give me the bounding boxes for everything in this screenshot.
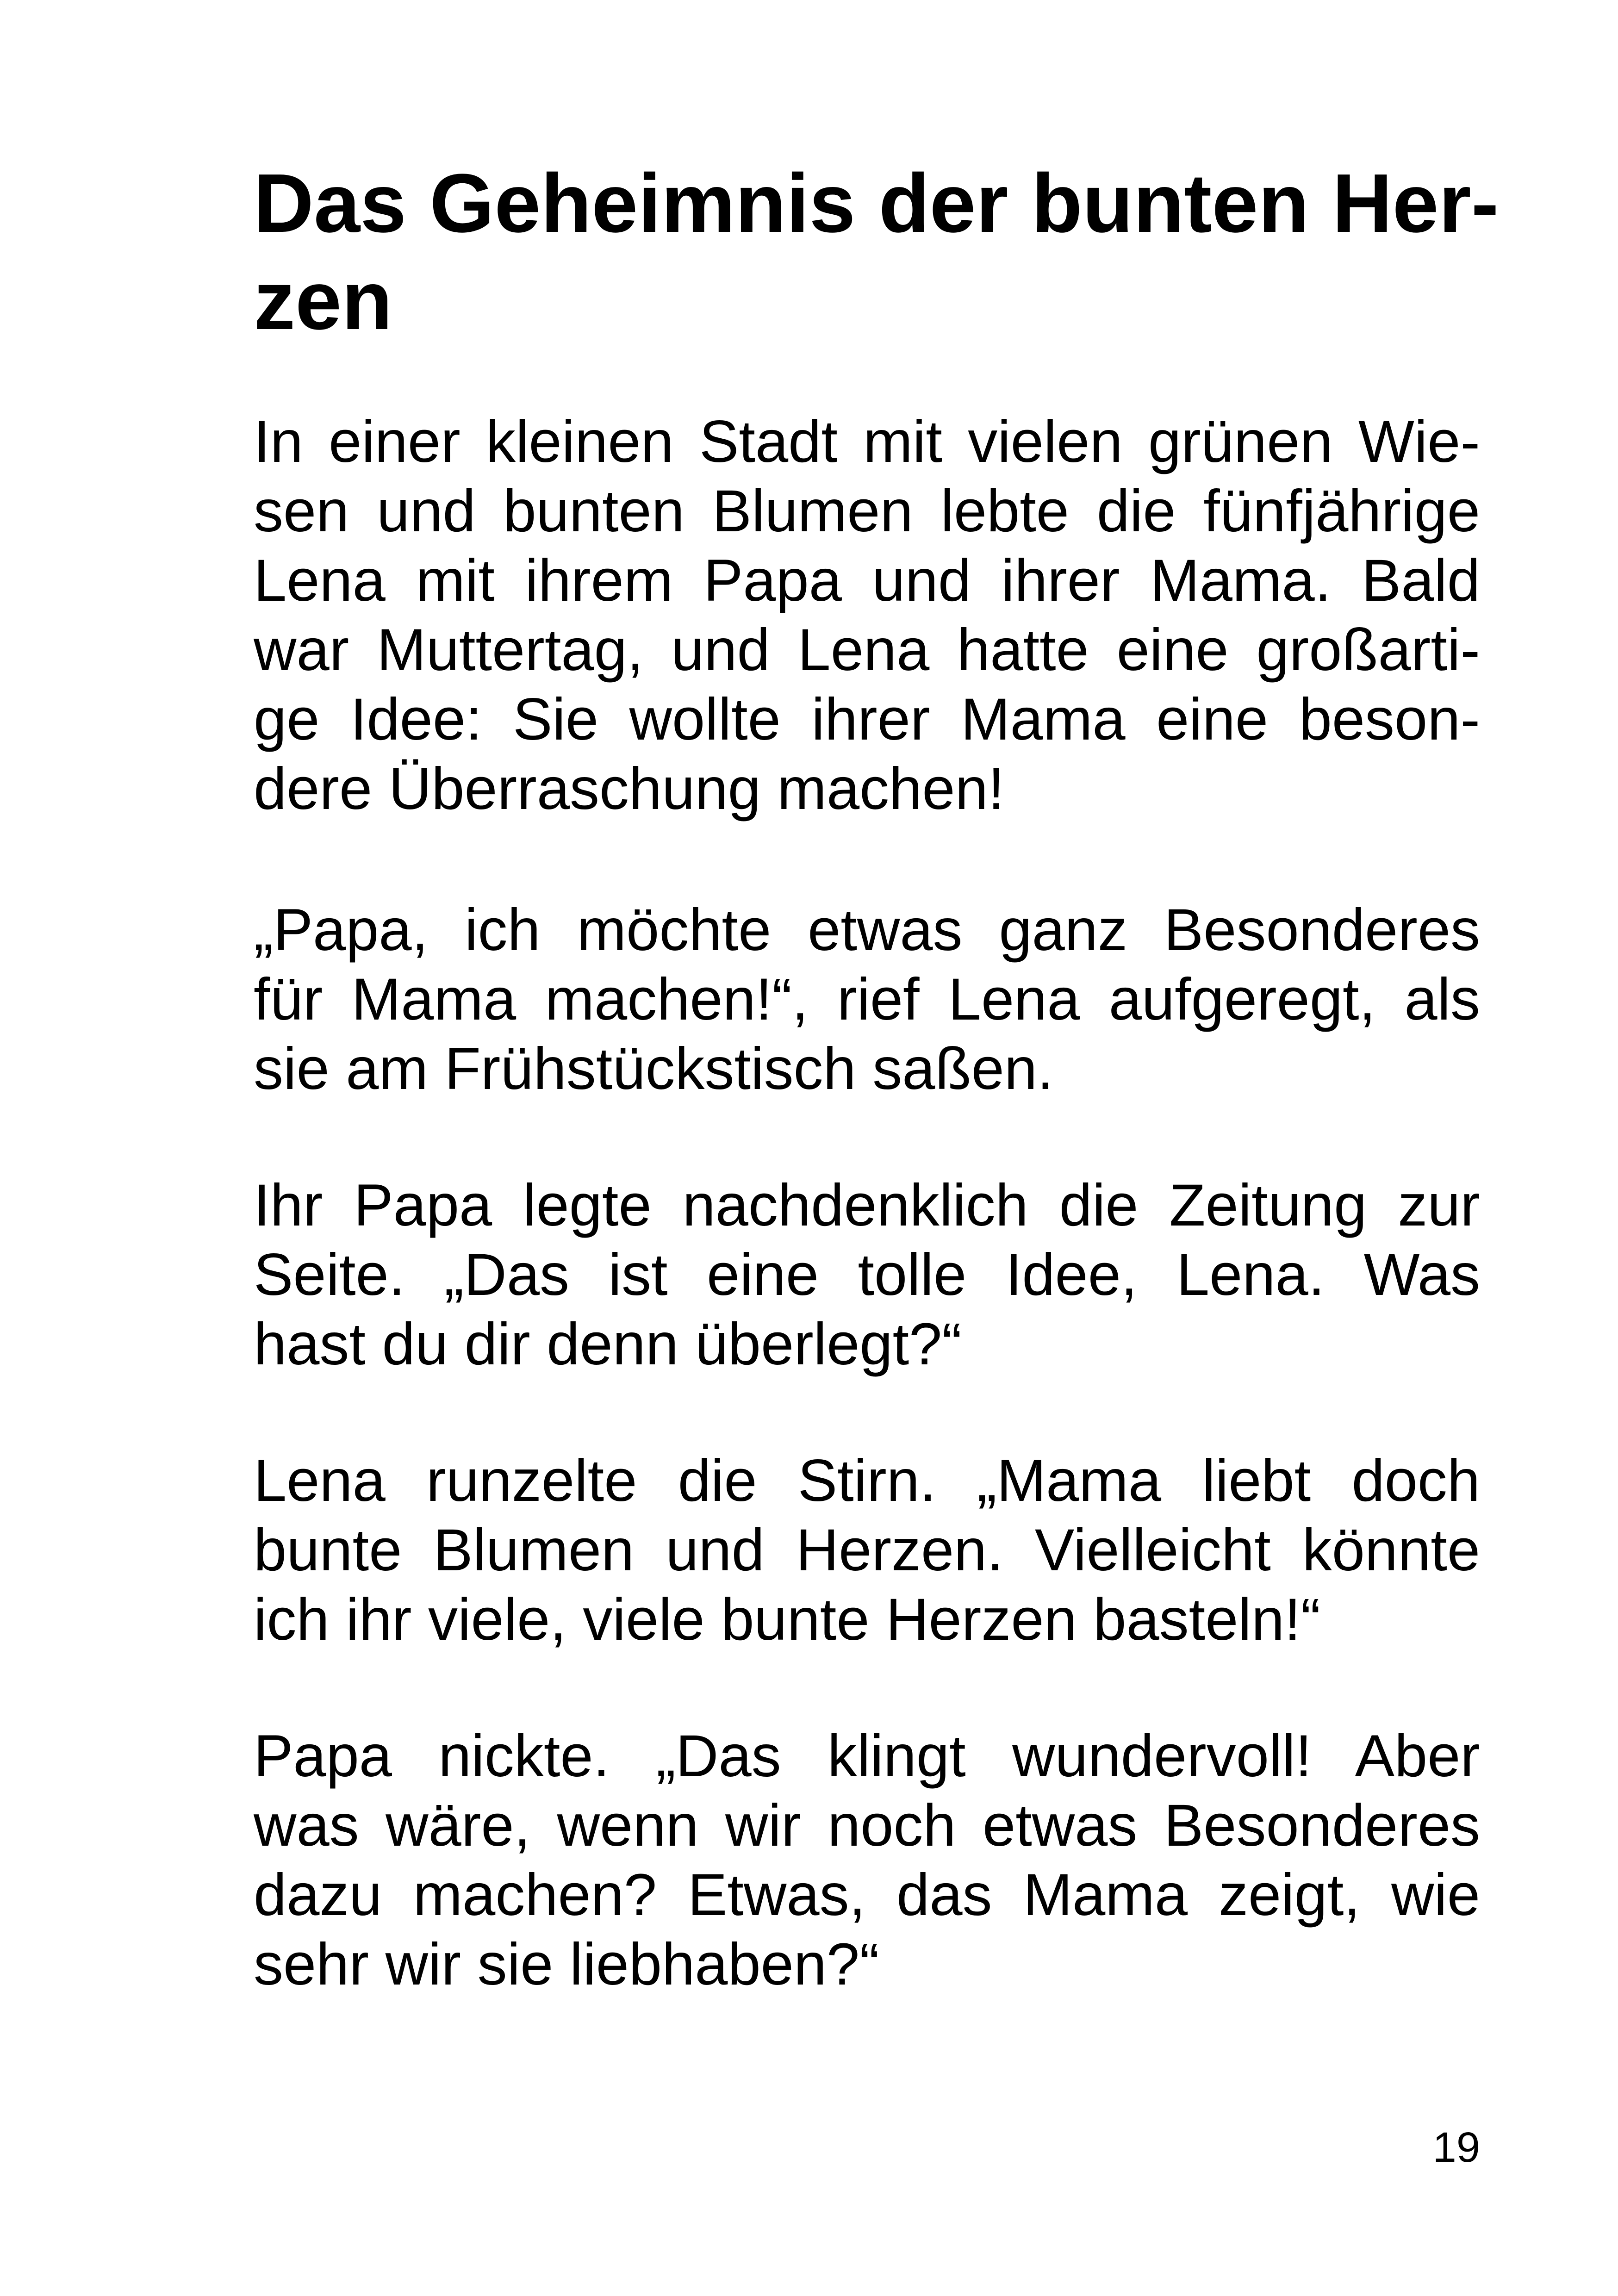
text-line: was wäre, wenn wir noch etwas Besonderes	[254, 1792, 1480, 1859]
chapter-title	[254, 155, 1499, 349]
chapter-title-line: Das Geheimnis der bunten Her-	[254, 157, 1499, 250]
text-line: sen und bunten Blumen lebte die fünfjährige	[254, 478, 1480, 544]
text-line: Lena runzelte die Stirn. „Mama liebt doch	[254, 1448, 1480, 1514]
paragraph	[254, 1722, 1480, 1999]
text-line: In einer kleinen Stadt mit vielen grünen Wie-	[254, 409, 1480, 475]
text-line: sie am Frühstückstisch saßen.	[254, 1036, 1054, 1102]
paragraph	[254, 896, 1480, 1104]
text-line: hast du dir denn überlegt?“	[254, 1311, 962, 1377]
text-line: dazu machen? Etwas, das Mama zeigt, wie	[254, 1862, 1480, 1928]
text-line: für Mama machen!“, rief Lena aufgeregt, als	[254, 966, 1480, 1033]
text-line: Ihr Papa legte nachdenklich die Zeitung zur	[254, 1172, 1480, 1238]
text-line: dere Überraschung machen!	[254, 756, 1005, 822]
paragraph	[254, 1446, 1480, 1655]
text-line: Papa nickte. „Das klingt wundervoll! Aber	[254, 1723, 1480, 1789]
text-line: Seite. „Das ist eine tolle Idee, Lena. Was	[254, 1242, 1480, 1308]
text-line: war Muttertag, und Lena hatte eine großarti-	[254, 617, 1480, 683]
paragraph	[254, 1171, 1480, 1379]
text-line: ich ihr viele, viele bunte Herzen basteln!“	[254, 1587, 1321, 1653]
text-line: Lena mit ihrem Papa und ihrer Mama. Bald	[254, 548, 1480, 614]
page-number: 19	[1432, 2124, 1480, 2171]
text-line: „Papa, ich möchte etwas ganz Besonderes	[254, 897, 1480, 963]
text-line: ge Idee: Sie wollte ihrer Mama eine beson-	[254, 686, 1480, 753]
text-line: bunte Blumen und Herzen. Vielleicht könnte	[254, 1517, 1480, 1583]
paragraph	[254, 407, 1480, 824]
chapter-title-line: zen	[254, 254, 393, 347]
text-line: sehr wir sie liebhaben?“	[254, 1931, 879, 1997]
